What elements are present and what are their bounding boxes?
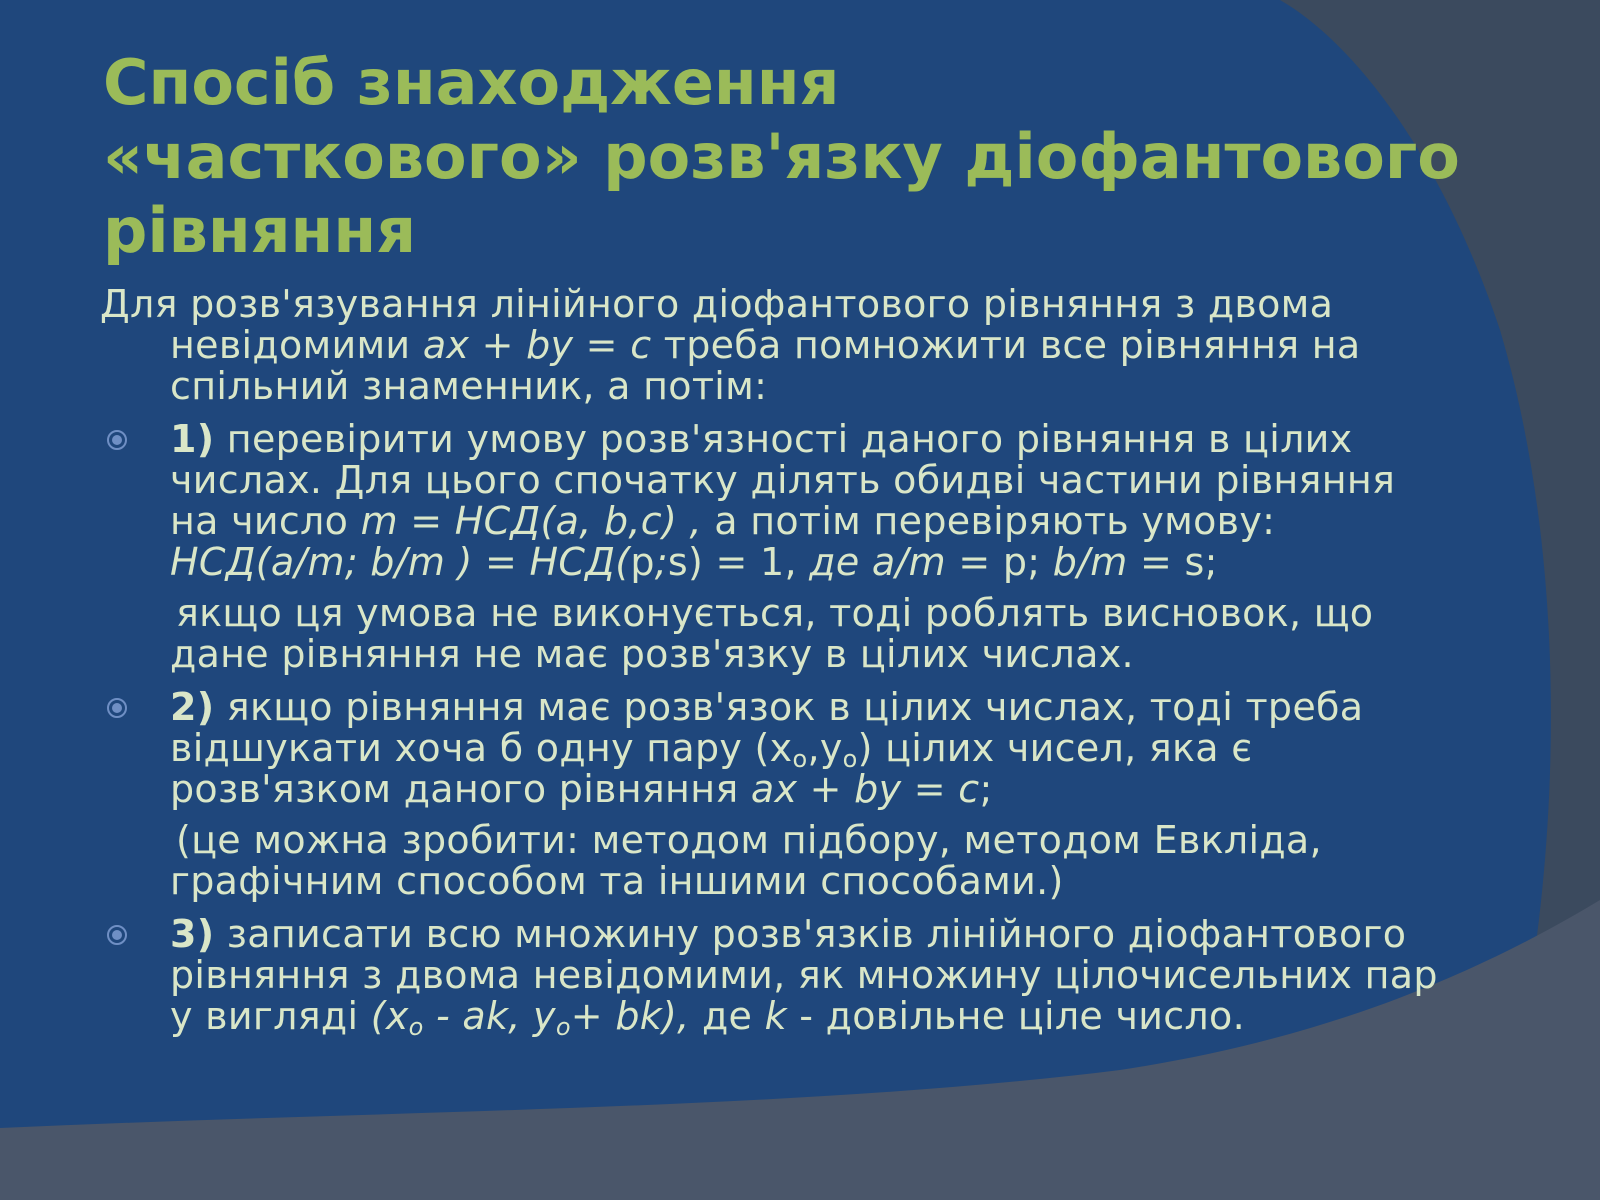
- note-1-line-2: дане рівняння не має розв'язку в цілих числах.: [170, 632, 1134, 676]
- intro-line-3: спільний знаменник, а потім:: [170, 364, 768, 408]
- intro-line-2: невідомими ax + by = c треба помножити все рівняння на: [170, 323, 1361, 367]
- equation: ax + by = c: [422, 323, 652, 367]
- circle-bullet-icon: [106, 697, 128, 719]
- note-2-line-2: графічним способом та іншими способами.): [170, 859, 1064, 903]
- title-line-1: Спосіб знаходження: [103, 46, 840, 119]
- note-1-line-1: якщо ця умова не виконується, тоді роблять висновок, що: [176, 591, 1374, 635]
- intro-line-1: Для розв'язування лінійного діофантового рівняння з двома: [100, 282, 1334, 326]
- item-1-line-3: на число m = НСД(a, b,c) , а потім перевіряють умову:: [170, 499, 1276, 543]
- circle-bullet-icon: [106, 429, 128, 451]
- list-item-3: [0, 912, 1600, 1041]
- item-3-line-2: рівняння з двома невідомими, як множину цілочисельних пар: [170, 953, 1438, 997]
- note-2: [0, 820, 1600, 902]
- item-1-line-1: 1) перевірити умову розв'язності даного рівняння в цілих: [170, 417, 1353, 461]
- note-1: [0, 593, 1600, 675]
- slide-body: [0, 282, 1600, 1041]
- item-1-line-2: числах. Для цього спочатку ділять обидві частини рівняння: [170, 458, 1396, 502]
- item-2-line-3: розв'язком даного рівняння ax + by = c;: [170, 767, 993, 811]
- list-item-2: [0, 687, 1600, 810]
- title-line-2: «часткового» розв'язку діофантового: [103, 120, 1460, 193]
- intro-paragraph: [0, 284, 1600, 407]
- item-2-line-2: відшукати хоча б одну пару $(x_o,y_o)$ цілих чисел, яка є: [170, 726, 1253, 773]
- equation: ax + by = c: [750, 767, 980, 811]
- circle-bullet-icon: [106, 924, 128, 946]
- slide-title: [103, 46, 1583, 268]
- note-2-line-1: (це можна зробити: методом підбору, методом Евкліда,: [176, 818, 1322, 862]
- item-3-line-1: 3) записати всю множину розв'язків лінійного діофантового: [170, 912, 1407, 956]
- item-2-line-1: 2) якщо рівняння має розв'язок в цілих числах, тоді треба: [170, 685, 1364, 729]
- item-3-line-3: у вигляді ($x_o$ - ak, $y_o+ bk$), де k - довільне ціле число.: [170, 994, 1245, 1041]
- list-item-1: [0, 419, 1600, 583]
- title-line-3: рівняння: [103, 194, 416, 267]
- item-1-line-4: НСД(a/m; b/m ) = НСД(p;s) = 1, де a/m = p; b/m = s;: [170, 540, 1218, 584]
